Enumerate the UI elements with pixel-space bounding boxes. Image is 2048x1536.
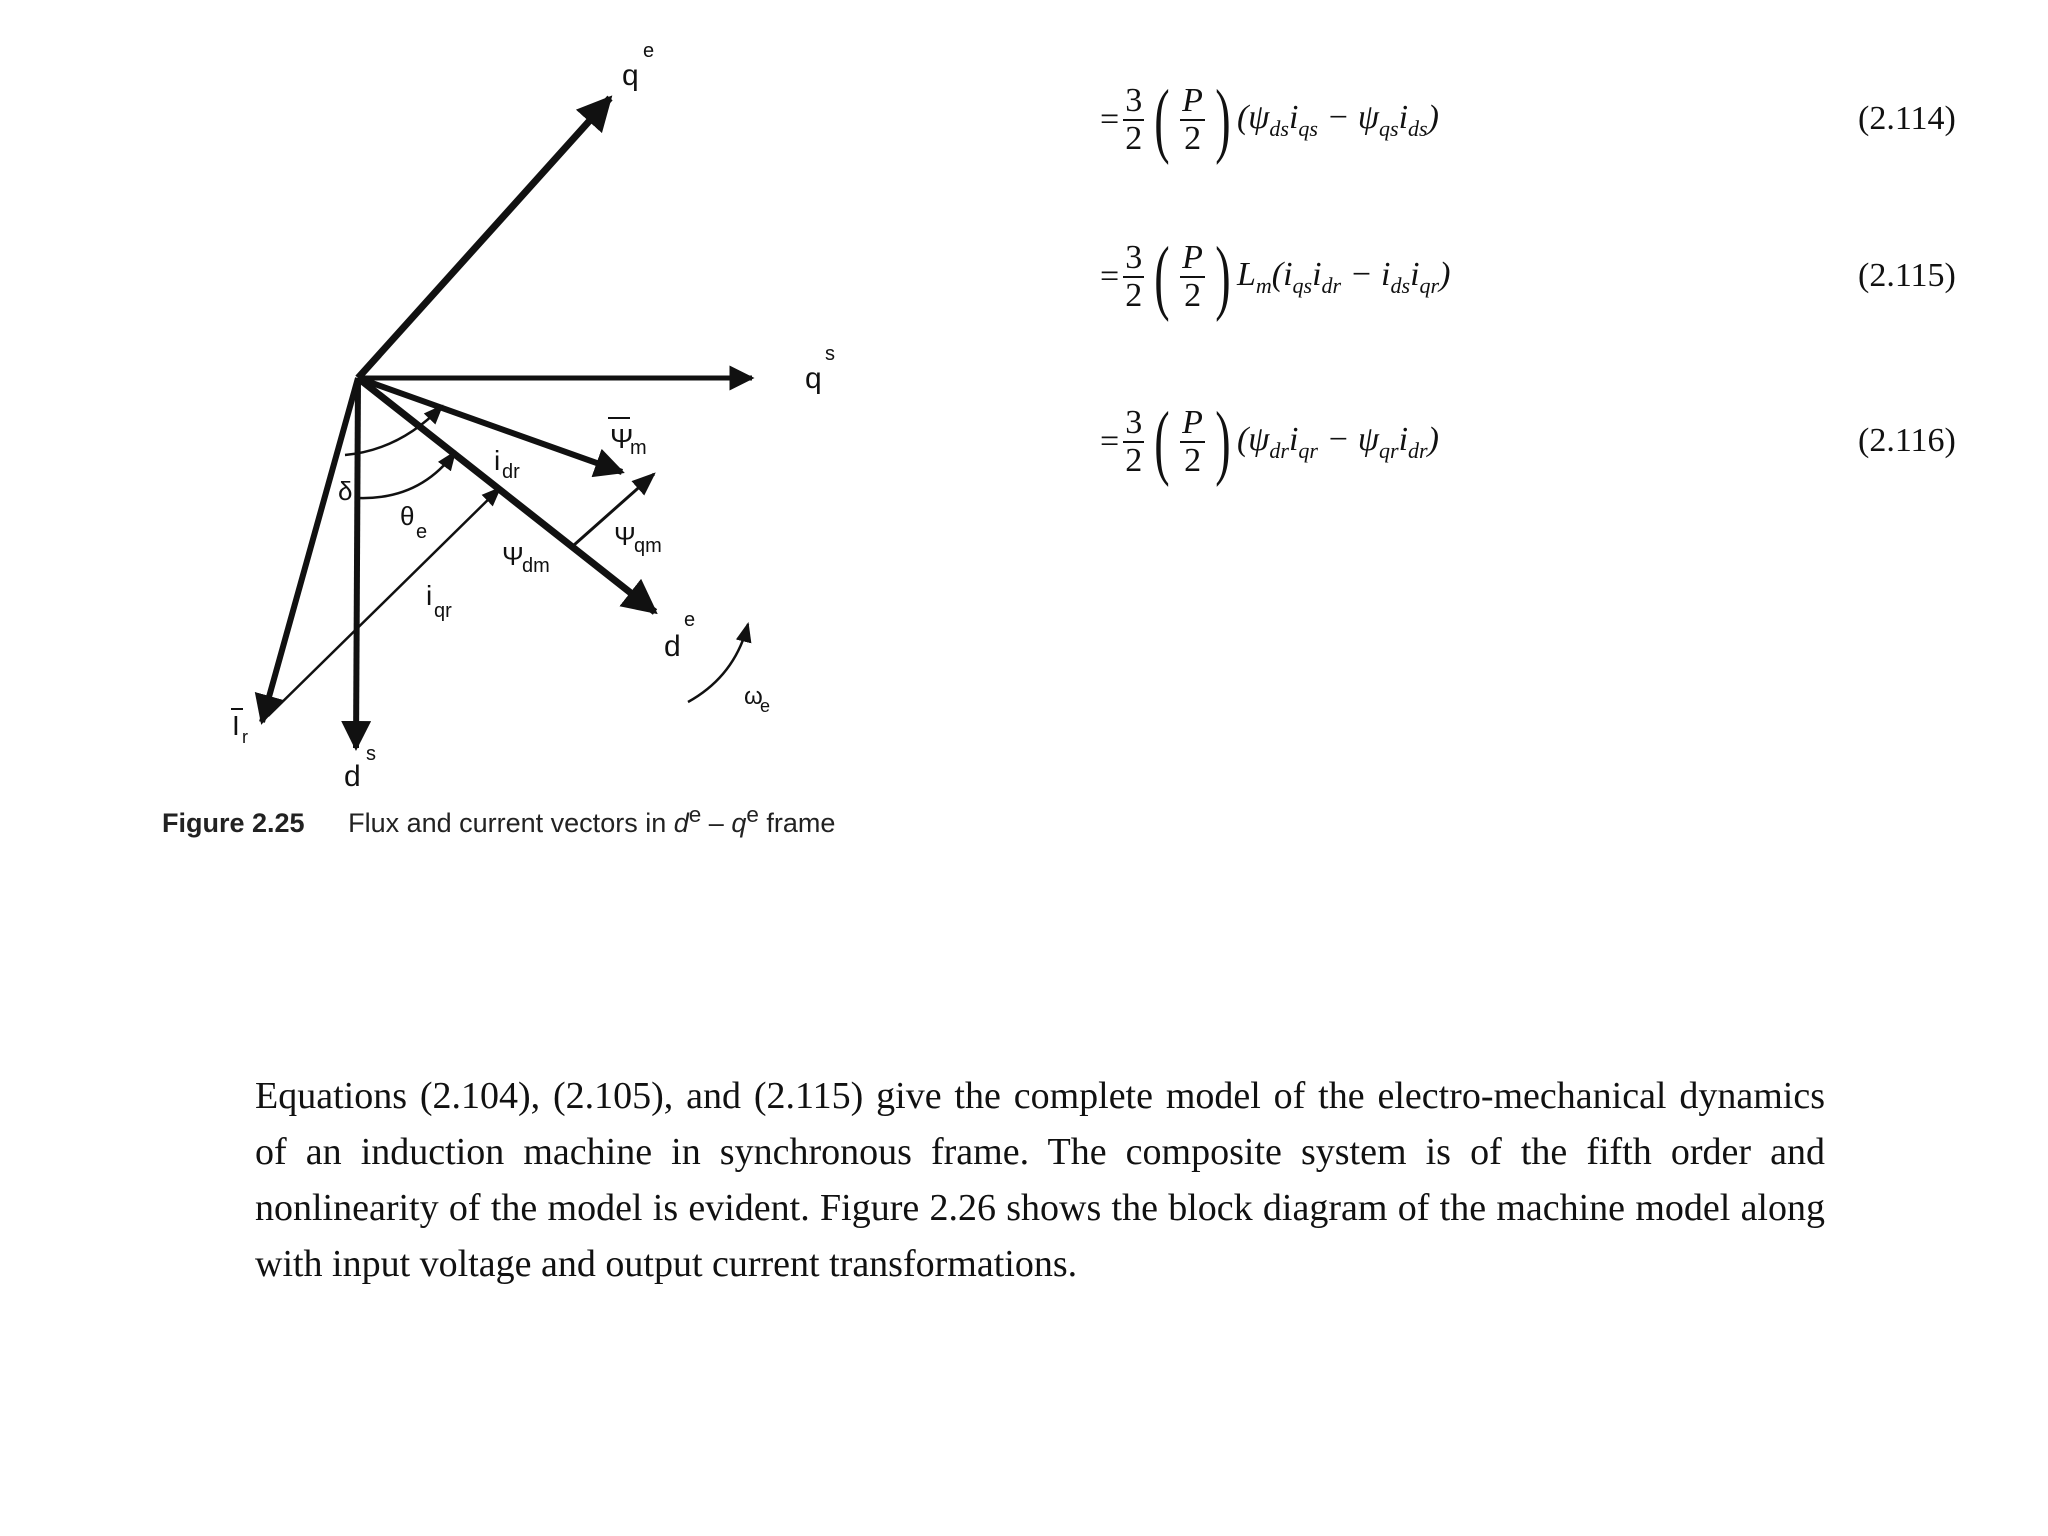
de-sup: e	[684, 609, 696, 631]
equation-number: (2.116)	[1858, 422, 1956, 459]
qe-label: q	[622, 59, 639, 92]
eq-body: $(\psi_{ds}i_{qs} - \psi_{qs}i_{ds})$	[1236, 98, 1439, 141]
psi-dm-label: Ψ	[502, 541, 524, 571]
caption-d-sup: e	[688, 802, 702, 827]
psi-qm-label: Ψ	[614, 521, 636, 551]
theta-arc	[358, 452, 455, 498]
omega-sub: e	[760, 696, 771, 716]
qs-sup: s	[825, 343, 835, 365]
ds-sup: s	[366, 743, 376, 765]
equation-number: (2.115)	[1858, 257, 1956, 294]
equation-2-114: = $\frac{3}{2}$ ( $\frac{P}{2}$ ) $(\psi_{ds}i_{qs} - \psi_{qs}i_{ds})$	[1100, 73, 1439, 166]
equation-number: (2.114)	[1858, 100, 1956, 137]
delta-label: δ	[338, 476, 353, 506]
ir-vector	[262, 378, 358, 722]
ds-axis	[356, 378, 358, 748]
caption-d: d	[673, 808, 689, 838]
psi-m-sub: m	[630, 437, 647, 459]
figure-number: Figure 2.25	[162, 808, 305, 838]
fraction: $\frac{3}{2}$	[1125, 82, 1143, 157]
fraction: $\frac{P}{2}$	[1182, 404, 1203, 479]
psi-m-label: Ψ	[610, 423, 634, 454]
omega-arc	[688, 624, 748, 702]
theta-sub: e	[416, 521, 428, 543]
figure-caption	[162, 802, 835, 839]
caption-dash: –	[701, 808, 732, 838]
idr-label: i	[494, 445, 501, 476]
fraction: $\frac{3}{2}$	[1125, 239, 1143, 314]
fraction: $\frac{P}{2}$	[1182, 239, 1203, 314]
psi-dm-sub: dm	[522, 555, 550, 577]
caption-tail: frame	[766, 808, 836, 838]
caption-q-sup: e	[746, 802, 759, 827]
eq-prefix: =	[1100, 423, 1120, 460]
iqr-vector	[268, 488, 500, 716]
ir-sub: r	[242, 727, 248, 747]
equation-2-115: = $\frac{3}{2}$ ( $\frac{P}{2}$ ) $L_m(i_{qs}i_{dr} - i_{ds}i_{qr})$	[1100, 230, 1451, 323]
omega-label: ω	[744, 683, 763, 710]
iqr-label: i	[426, 580, 433, 611]
fraction: $\frac{P}{2}$	[1182, 82, 1203, 157]
fraction: $\frac{3}{2}$	[1125, 404, 1143, 479]
caption-text: Flux and current vectors in	[348, 808, 667, 838]
eq-prefix: =	[1100, 258, 1120, 295]
eq-body: $(\psi_{dr}i_{qr} - \psi_{qr}i_{dr})$	[1236, 420, 1439, 463]
psi-qm-sub: qm	[634, 535, 662, 557]
de-label: d	[664, 630, 681, 663]
ds-label: d	[344, 760, 361, 793]
de-axis	[358, 378, 655, 612]
body-paragraph: Equations (2.104), (2.105), and (2.115) give the complete model of the electro-mechanical dynamics of an induction machine in synchronous frame. The composite system is of the fifth order and nonlinearity of the model is evident. Figure 2.26 shows the block diagram of the machine model along with input voltage and output current transformations.	[255, 1075, 1825, 1285]
theta-label: θ	[400, 501, 415, 531]
iqr-sub: qr	[434, 600, 452, 622]
equation-2-116: = $\frac{3}{2}$ ( $\frac{P}{2}$ ) $(\psi_{dr}i_{qr} - \psi_{qr}i_{dr})$	[1100, 395, 1439, 488]
qe-axis	[358, 98, 610, 378]
caption-q: q	[731, 808, 747, 838]
idr-sub: dr	[502, 461, 520, 483]
qe-sup: e	[643, 40, 655, 62]
ir-label: I	[232, 710, 240, 741]
eq-body: $L_m(i_{qs}i_{dr} - i_{ds}i_{qr})$	[1236, 255, 1451, 298]
vector-diagram	[0, 0, 1000, 800]
qs-label: q	[805, 362, 822, 395]
psi-m-vector	[358, 378, 622, 472]
eq-prefix: =	[1100, 101, 1120, 138]
